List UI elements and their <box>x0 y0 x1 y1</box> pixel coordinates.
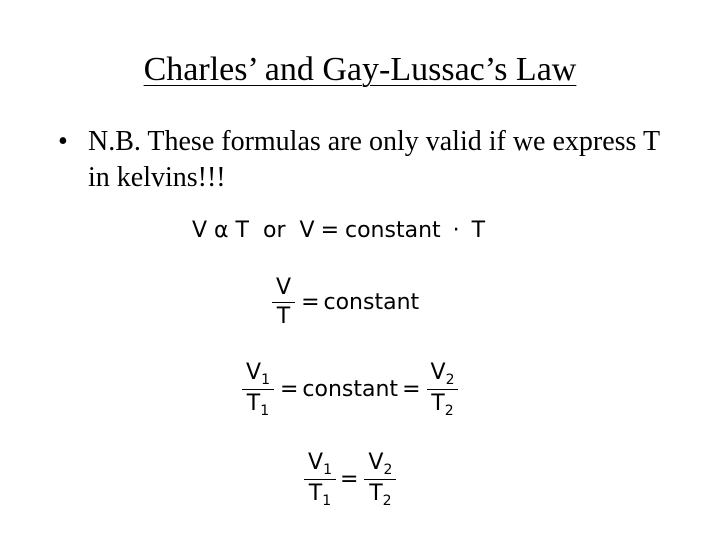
formula-proportional-text: V α T <box>192 218 249 243</box>
fraction-v2-over-t2 <box>364 451 396 508</box>
equals-sign: = <box>279 376 299 402</box>
formula-ratio-constant <box>266 276 419 329</box>
slide-title-text: Charles’ and Gay-Lussac’s Law <box>143 51 577 88</box>
fraction-numerator: $V_1$ <box>246 360 270 388</box>
formula-constant-text: constant <box>323 289 420 315</box>
formula-ratio-equality <box>298 451 402 508</box>
fraction-v2-over-t2 <box>427 361 459 418</box>
formula-constant-text: constant <box>302 376 399 402</box>
fraction-v1-over-t1 <box>242 361 274 418</box>
formula-or-text: or <box>262 218 286 243</box>
bullet-item <box>58 124 678 196</box>
equals-sign: = <box>339 466 359 492</box>
equals-sign: = <box>320 218 339 243</box>
bullet-icon: • <box>58 126 68 157</box>
multiply-dot: · <box>452 218 460 243</box>
formula-t-text: T <box>471 218 486 243</box>
formula-constant-text: constant <box>345 218 441 243</box>
slide-title <box>0 50 720 90</box>
fraction-v1-over-t1 <box>304 451 336 508</box>
fraction-numerator: V <box>276 275 292 300</box>
formula-v-text: V <box>299 218 315 243</box>
fraction-v-over-t <box>272 276 295 329</box>
fraction-denominator: $T_1$ <box>308 481 332 509</box>
formula-proportionality <box>192 218 485 244</box>
fraction-denominator: T <box>276 304 291 329</box>
fraction-numerator: $V_2$ <box>368 450 393 478</box>
fraction-numerator: $V_2$ <box>430 360 455 388</box>
equals-sign: = <box>402 376 421 402</box>
fraction-numerator: $V_1$ <box>308 450 332 478</box>
formula-ratio-chain <box>236 361 464 418</box>
fraction-denominator: $T_1$ <box>246 391 270 419</box>
bullet-text: N.B. These formulas are only valid if we express T in kelvins!!! <box>88 126 660 193</box>
fraction-denominator: $T_2$ <box>431 391 454 419</box>
fraction-denominator: $T_2$ <box>369 481 392 509</box>
equals-sign: = <box>301 289 320 315</box>
